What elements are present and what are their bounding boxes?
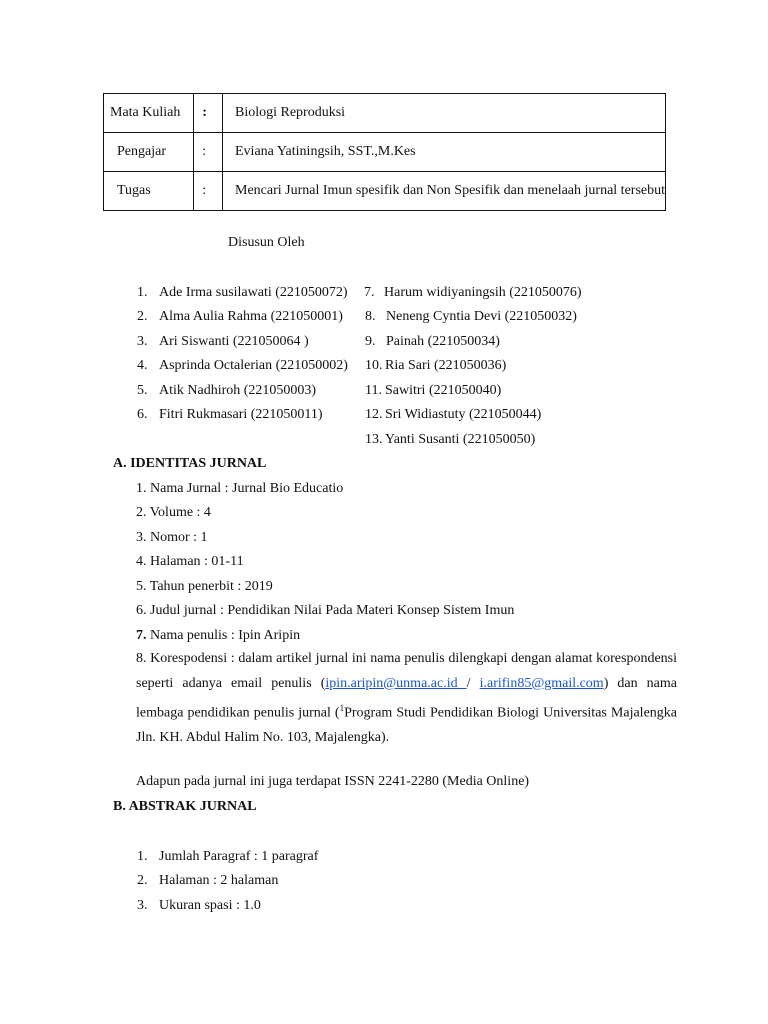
list-item: 6. Fitri Rukmasari (221050011) (137, 407, 323, 422)
row-key: Tugas (104, 172, 194, 211)
list-item: 7. Harum widiyaningsih (221050076) (364, 285, 582, 300)
list-item: 1. Ade Irma susilawati (221050072) (137, 285, 348, 300)
email-link-1[interactable]: ipin.aripin@unma.ac.id (325, 675, 467, 691)
row-value: Mencari Jurnal Imun spesifik dan Non Spesifik dan menelaah jurnal tersebut (223, 172, 666, 211)
row-key: Pengajar (104, 133, 194, 172)
list-item: 5. Tahun penerbit : 2019 (136, 579, 273, 594)
list-item: 6. Judul jurnal : Pendidikan Nilai Pada Materi Konsep Sistem Imun (136, 603, 515, 618)
list-item: 9. Painah (221050034) (365, 334, 500, 349)
list-item: 3. Nomor : 1 (136, 530, 208, 545)
list-item: 11. Sawitri (221050040) (365, 383, 502, 398)
row-value: Eviana Yatiningsih, SST.,M.Kes (223, 133, 666, 172)
section-b-title: B. ABSTRAK JURNAL (113, 799, 257, 814)
list-item: 5. Atik Nadhiroh (221050003) (137, 383, 317, 398)
table-row (104, 172, 666, 211)
korespondensi-paragraph: 8. Korespodensi : dalam artikel jurnal ini nama penulis dilengkapi dengan alamat korespondensi seperti adanya email penulis (ipin.aripin@unma.ac.id / i.arifin85@gmail.com) dan nama lembaga pendidikan penulis jurnal ($^1$Program Studi Pendidikan Biologi Universitas Majalengka Jln. KH. Abdul Halim No. 103, Majalengka). (136, 651, 677, 746)
list-item: 3. Ukuran spasi : 1.0 (137, 898, 261, 913)
row-sep: : (194, 94, 223, 133)
table-row (104, 133, 666, 172)
section-a-title: A. IDENTITAS JURNAL (113, 456, 267, 471)
row-sep: : (194, 172, 223, 211)
list-item: 2. Volume : 4 (136, 505, 211, 520)
row-key: Mata Kuliah (104, 94, 194, 133)
email-link-2[interactable]: i.arifin85@gmail.com (479, 675, 604, 691)
row-value: Biologi Reproduksi (223, 94, 666, 133)
list-item: 12. Sri Widiastuty (221050044) (365, 407, 542, 422)
row-sep: : (194, 133, 223, 172)
list-item: 3. Ari Siswanti (221050064 ) (137, 334, 309, 349)
list-item: 1. Nama Jurnal : Jurnal Bio Educatio (136, 481, 344, 496)
list-item: 2. Halaman : 2 halaman (137, 873, 279, 888)
list-item: 4. Asprinda Octalerian (221050002) (137, 358, 348, 373)
list-item: 13. Yanti Susanti (221050050) (365, 432, 536, 447)
disusun-oleh-label: Disusun Oleh (228, 235, 305, 250)
list-item: 10. Ria Sari (221050036) (365, 358, 507, 373)
list-item: 8. Neneng Cyntia Devi (221050032) (365, 309, 577, 324)
list-item: 2. Alma Aulia Rahma (221050001) (137, 309, 343, 324)
list-item: 1. Jumlah Paragraf : 1 paragraf (137, 849, 319, 864)
table-row (104, 94, 666, 133)
list-item: 7. Nama penulis : Ipin Aripin (136, 628, 301, 643)
issn-line: Adapun pada jurnal ini juga terdapat ISSN 2241-2280 (Media Online) (136, 774, 530, 789)
course-info-table (103, 93, 666, 211)
list-item: 4. Halaman : 01-11 (136, 554, 244, 569)
